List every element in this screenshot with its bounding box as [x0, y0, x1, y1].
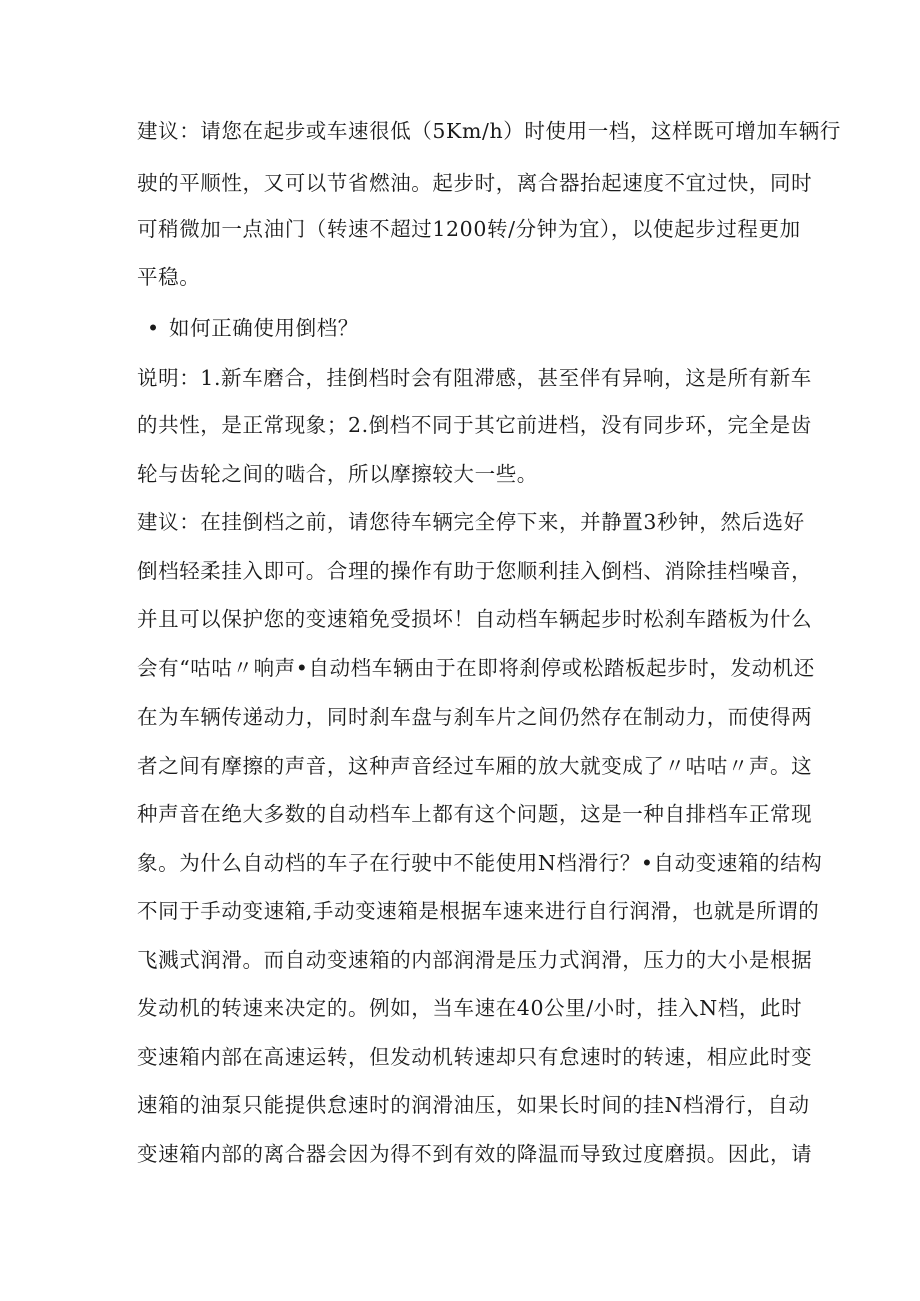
paragraph-line-12: 会有“咕咕〃响声•自动档车辆由于在即将刹停或松踏板起步时，发动机还: [137, 656, 815, 680]
paragraph-line-1: 建议：请您在起步或车速很低（5Km/h）时使用一档，这样既可增加车辆行: [137, 119, 841, 143]
paragraph-line-7: 的共性，是正常现象；2.倒档不同于其它前进档，没有同步环，完全是齿: [137, 413, 812, 437]
paragraph-line-14: 者之间有摩擦的声音，这种声音经过车厢的放大就变成了〃咕咕〃声。这: [137, 754, 813, 778]
paragraph-line-10: 倒档轻柔挂入即可。合理的操作有助于您顺利挂入倒档、消除挂档噪音，: [137, 559, 813, 583]
paragraph-line-20: 变速箱内部在高速运转，但发动机转速却只有怠速时的转速，相应此时变: [137, 1045, 813, 1069]
paragraph-line-6: 说明：1.新车磨合，挂倒档时会有阻滞感，甚至伴有异响，这是所有新车: [137, 366, 812, 390]
heading-text: 如何正确使用倒档？: [169, 316, 359, 340]
bullet-heading: [147, 313, 807, 343]
paragraph-line-9: 建议：在挂倒档之前，请您待车辆完全停下来，并静置3秒钟，然后选好: [137, 510, 805, 534]
paragraph-line-22: 变速箱内部的离合器会因为得不到有效的降温而导致过度磨损。因此，请: [137, 1142, 813, 1166]
paragraph-line-21: 速箱的油泵只能提供怠速时的润滑油压，如果长时间的挂N档滑行，自动: [137, 1093, 810, 1117]
paragraph-line-11: 并且可以保护您的变速箱免受损坏！自动档车辆起步时松刹车踏板为什么: [137, 607, 813, 631]
paragraph-line-16: 象。为什么自动档的车子在行驶中不能使用N档滑行？•自动变速箱的结构: [137, 851, 823, 875]
bullet-icon: •: [147, 316, 160, 340]
paragraph-line-18: 飞溅式润滑。而自动变速箱的内部润滑是压力式润滑，压力的大小是根据: [137, 948, 813, 972]
paragraph-line-19: 发动机的转速来决定的。例如，当车速在40公里/小时，挂入N档，此时: [137, 996, 803, 1020]
paragraph-line-3: 可稍微加一点油门（转速不超过1200转/分钟为宜），以使起步过程更加: [137, 217, 801, 241]
paragraph-line-17: 不同于手动变速箱,手动变速箱是根据车速来进行自行润滑，也就是所谓的: [137, 899, 820, 923]
paragraph-line-8: 轮与齿轮之间的啮合，所以摩擦较大一些。: [137, 462, 538, 486]
paragraph-line-15: 种声音在绝大多数的自动档车上都有这个问题，这是一种自排档车正常现: [137, 802, 813, 826]
paragraph-line-4: 平稳。: [137, 265, 201, 289]
paragraph-line-2: 驶的平顺性，又可以节省燃油。起步时，离合器抬起速度不宜过快，同时: [137, 171, 813, 195]
paragraph-line-13: 在为车辆传递动力，同时刹车盘与刹车片之间仍然存在制动力，而使得两: [137, 705, 813, 729]
